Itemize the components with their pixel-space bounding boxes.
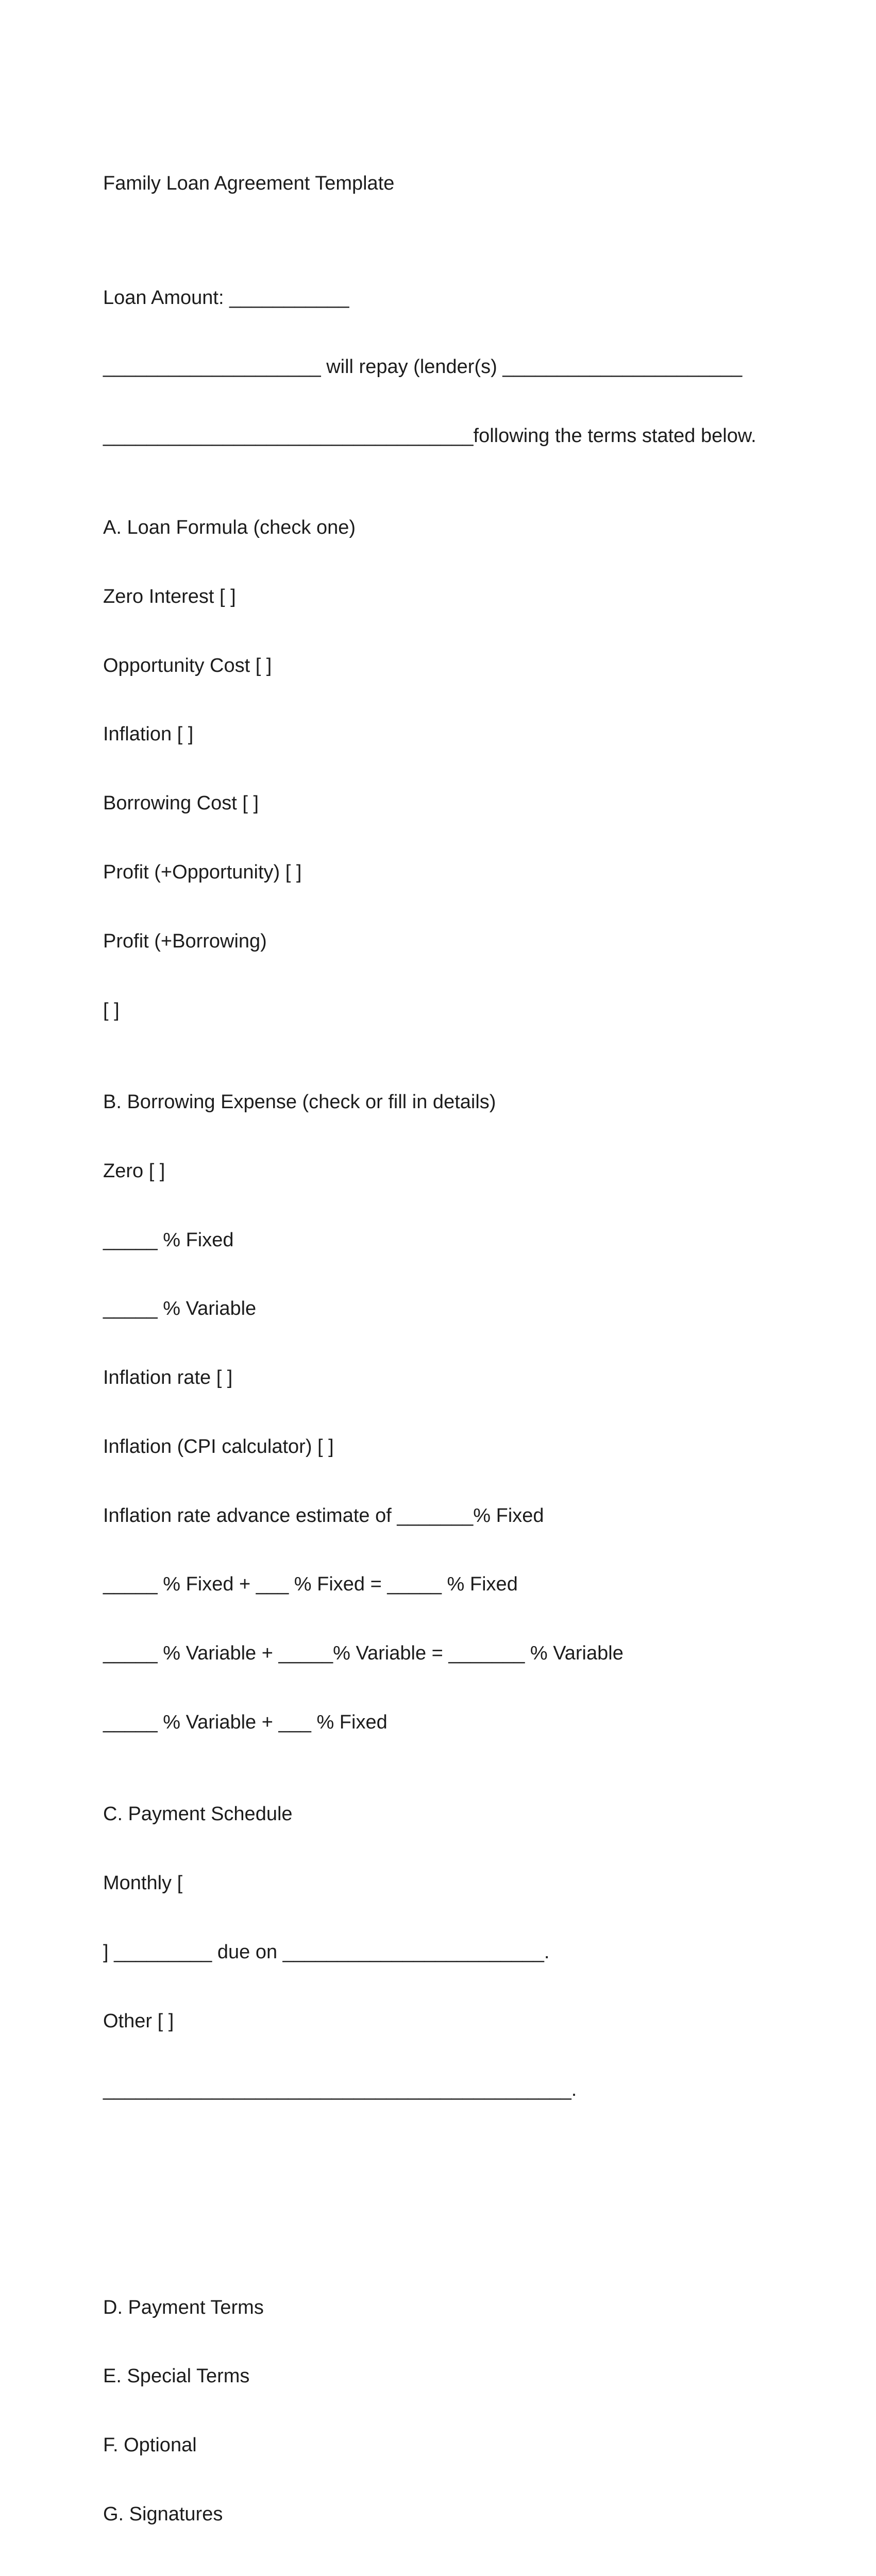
schedule-due-on: ] _________ due on ________________________. [103,1941,550,1963]
document-title: Family Loan Agreement Template [103,172,395,194]
repay-line: ____________________ will repay (lender(s) ______________________ [103,355,743,378]
borrowing-variable-fixed: _____ % Variable + ___ % Fixed [103,1711,388,1733]
option-profit-borrowing: Profit (+Borrowing) [103,930,267,952]
borrowing-inflation-cpi: Inflation (CPI calculator) [ ] [103,1435,334,1458]
borrowing-variable: _____ % Variable [103,1298,257,1320]
borrowing-fixed: _____ % Fixed [103,1229,234,1251]
borrowing-inflation-estimate: Inflation rate advance estimate of _______% Fixed [103,1504,544,1527]
section-b-heading: B. Borrowing Expense (check or fill in details) [103,1091,496,1113]
schedule-monthly: Monthly [ [103,1872,183,1894]
option-profit-borrowing-checkbox: [ ] [103,999,120,1021]
schedule-other: Other [ ] [103,2010,174,2032]
section-a-heading: A. Loan Formula (check one) [103,517,356,539]
section-c-heading: C. Payment Schedule [103,1803,293,1825]
section-f-heading: F. Optional [103,2434,197,2456]
option-borrowing-cost: Borrowing Cost [ ] [103,792,259,815]
option-inflation: Inflation [ ] [103,723,194,745]
section-d-heading: D. Payment Terms [103,2296,264,2318]
schedule-other-blank: ___________________________________________. [103,2079,577,2101]
borrowing-fixed-sum: _____ % Fixed + ___ % Fixed = _____ % Fixed [103,1573,518,1596]
borrowing-variable-sum: _____ % Variable + _____% Variable = _______ % Variable [103,1642,624,1665]
terms-line: __________________________________following the terms stated below. [103,425,756,447]
borrowing-inflation-rate: Inflation rate [ ] [103,1367,233,1389]
option-zero-interest: Zero Interest [ ] [103,585,236,607]
option-opportunity-cost: Opportunity Cost [ ] [103,654,272,676]
borrowing-zero: Zero [ ] [103,1160,165,1182]
section-e-heading: E. Special Terms [103,2365,250,2387]
loan-agreement-document [103,103,824,2576]
spacer [103,2171,824,2227]
section-g-heading: G. Signatures [103,2503,223,2525]
option-profit-opportunity: Profit (+Opportunity) [ ] [103,861,302,883]
loan-amount-line: Loan Amount: ___________ [103,287,349,309]
